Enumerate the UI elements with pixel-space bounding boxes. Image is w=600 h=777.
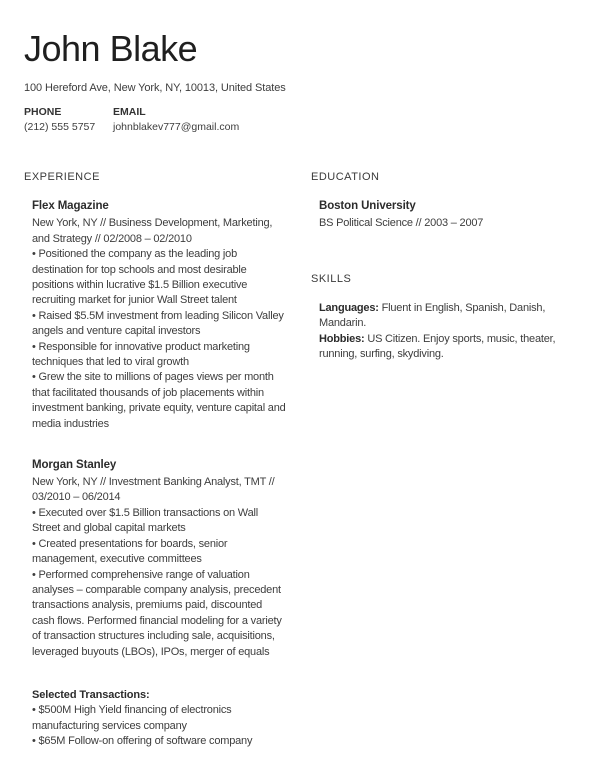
job-bullet: • Grew the site to millions of pages views per month that facilitated thousands of job placements within investment banking, private equity, venture capital and media industries [32,371,286,430]
resume-columns [24,170,576,749]
job-bullet: • Responsible for innovative product marketing techniques that led to viral growth [32,340,250,369]
email-value: johnblakev777@gmail.com [113,121,240,134]
address-line: 100 Hereford Ave, New York, NY, 10013, United States [24,82,286,95]
school-name: Boston University [319,200,416,213]
skills-hobbies [319,332,576,363]
selected-transactions-heading: Selected Transactions: [32,688,150,701]
email-label: EMAIL [113,106,146,119]
job-company: Flex Magazine [32,200,109,213]
job-bullet: • Positioned the company as the leading job destination for top schools and most desirable positions within lucrative $1.5 Billion executive recruiting market for junior Wall Street talent [32,248,248,307]
transaction-bullet: • $65M Follow-on offering of software company [32,735,253,748]
candidate-name: John Blake [24,28,198,69]
education-heading: EDUCATION [311,171,380,184]
experience-heading: EXPERIENCE [24,171,100,184]
transaction-bullet: • $500M High Yield financing of electronics manufacturing services company [32,704,232,732]
job-entry-morgan-stanley [32,458,287,750]
job-bullet: • Created presentations for boards, senior management, executive committees [32,537,228,566]
skills-languages [319,301,576,332]
hobbies-text: US Citizen. Enjoy sports, music, theater, running, surfing, skydiving. [319,332,556,361]
job-meta: New York, NY // Investment Banking Analyst, TMT // 03/2010 – 06/2014 [32,476,275,504]
skills-section [311,272,576,363]
hobbies-label: Hobbies: [319,332,365,345]
job-bullet: • Raised $5.5M investment from leading Silicon Valley angels and venture capital investors [32,309,284,338]
job-meta: New York, NY // Business Development, Marketing, and Strategy // 02/2008 – 02/2010 [32,217,273,245]
job-bullet: • Performed comprehensive range of valuation analyses – comparable company analysis, precedent transactions analysis, premiums paid, discounted cash flows. Performed financial modeling for a variety of transaction structures including sale, acquisitions, leveraged buyouts (LBOs), IPOs, merger of equals [32,568,282,658]
school-meta: BS Political Science // 2003 – 2007 [319,217,484,230]
experience-body [24,199,287,749]
phone-label: PHONE [24,106,62,119]
phone-value: (212) 555 5757 [24,121,96,134]
skills-body [311,301,576,363]
job-bullet: • Executed over $1.5 Billion transactions on Wall Street and global capital markets [32,506,258,535]
skills-heading: SKILLS [311,272,352,285]
contact-row [24,105,576,134]
languages-text: Fluent in English, Spanish, Danish, Mandarin. [319,301,546,330]
education-section [311,170,576,231]
right-column [311,170,576,749]
job-entry-flex-magazine [32,199,287,432]
contact-email [113,105,239,134]
job-company: Morgan Stanley [32,459,117,472]
languages-label: Languages: [319,301,379,314]
resume-header [24,28,576,134]
contact-phone [24,105,113,134]
education-body [311,199,576,231]
experience-section [24,170,311,749]
